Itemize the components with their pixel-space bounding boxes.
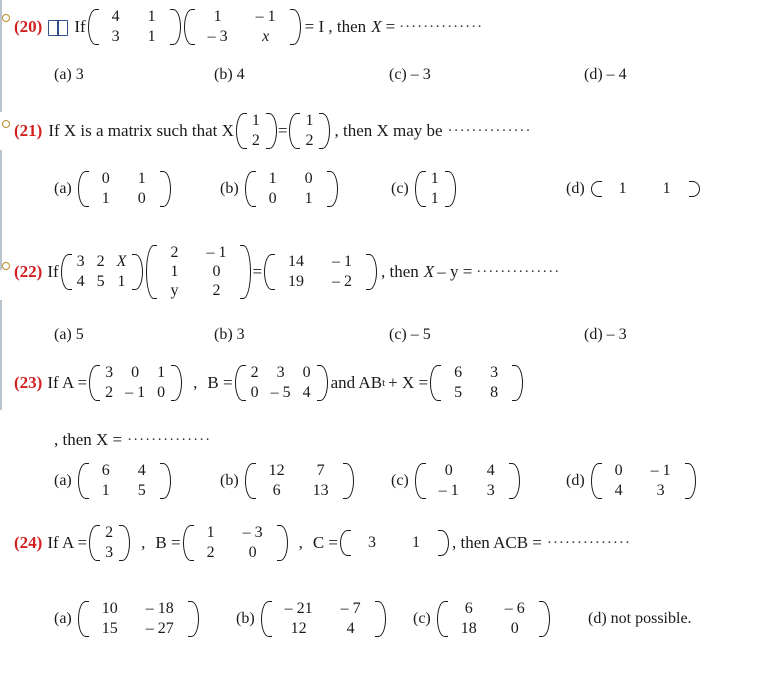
question-24-stem-b: B = [155, 533, 181, 552]
option-c[interactable] [391, 170, 566, 208]
question-22 [14, 244, 759, 300]
cell: 2 [305, 132, 314, 149]
option-a-matrix [78, 170, 170, 208]
question-23-options [54, 462, 759, 500]
cell: 0 [444, 462, 453, 479]
option-b[interactable] [214, 326, 389, 344]
cell: x [262, 28, 270, 45]
cell: – 6 [504, 600, 525, 617]
option-b[interactable] [214, 66, 389, 84]
option-label: (a) [54, 326, 72, 343]
option-b[interactable] [220, 462, 391, 500]
cell: 1 [147, 28, 156, 45]
cell: – 7 [340, 600, 361, 617]
cell: 0 [248, 544, 257, 561]
question-21-number: (21) [14, 121, 43, 140]
cell: 1 [206, 524, 215, 541]
option-a[interactable] [54, 66, 214, 84]
option-label: (c) [389, 66, 407, 83]
cell: 1 [101, 190, 110, 207]
cell: 3 [656, 482, 665, 499]
option-a[interactable] [54, 326, 214, 344]
question-23-transpose: t [382, 377, 386, 389]
question-24-options [54, 600, 759, 638]
question-23-stem-d: + X = [388, 373, 429, 392]
question-23-then-x: , then X = [54, 430, 123, 449]
cell: 1 [412, 534, 421, 551]
cell: – 3 [207, 28, 228, 45]
cell: 1 [430, 170, 439, 187]
question-20-matrix-1 [88, 8, 180, 46]
option-label: (b) [220, 472, 239, 489]
cell: 2 [250, 364, 259, 381]
cell: 15 [101, 620, 118, 637]
cell: X [116, 253, 127, 270]
cell: 0 [131, 364, 140, 381]
option-d[interactable] [584, 326, 627, 344]
question-23-stem-a: If A = [47, 373, 88, 392]
option-c[interactable] [389, 326, 584, 344]
cell: 3 [76, 253, 85, 270]
question-24-stem-a: If A = [47, 533, 88, 552]
cell: 3 [276, 364, 285, 381]
cell: 2 [251, 132, 260, 149]
question-21-stem-pre: If X is a matrix such that X [48, 121, 234, 140]
option-d[interactable] [588, 610, 692, 628]
option-label: (b) [214, 66, 233, 83]
question-23-stem-c: and AB [330, 373, 383, 392]
cell: 4 [346, 620, 355, 637]
question-22-matrix-3 [264, 253, 376, 291]
option-value: 3 [75, 66, 84, 83]
question-20-variable: X [371, 17, 382, 36]
question-24-stem-d: , then ACB = [452, 533, 542, 552]
option-d[interactable] [566, 462, 697, 500]
cell: 6 [272, 482, 281, 499]
option-c[interactable] [389, 66, 584, 84]
option-value: not possible. [610, 610, 692, 627]
cell: 4 [76, 273, 85, 290]
option-c-matrix [415, 170, 455, 208]
cell: 3 [490, 364, 499, 381]
question-23-number: (23) [14, 373, 43, 392]
cell: 0 [268, 190, 277, 207]
cell: 0 [212, 263, 221, 280]
cell: 3 [486, 482, 495, 499]
cell: 0 [101, 170, 110, 187]
question-22-number: (22) [14, 262, 43, 281]
option-a-matrix [78, 600, 198, 638]
question-24-matrix-b [183, 524, 287, 562]
cell: 1 [662, 180, 671, 197]
cell: 5 [96, 273, 105, 290]
option-b[interactable] [220, 170, 391, 208]
cell: 7 [316, 462, 325, 479]
question-24-number: (24) [14, 533, 43, 552]
question-24 [14, 524, 759, 562]
cell: 6 [101, 462, 110, 479]
question-21-options [54, 170, 759, 208]
option-label: (b) [214, 326, 233, 343]
question-22-matrix-2 [146, 244, 250, 300]
cell: 6 [454, 364, 463, 381]
option-d[interactable] [566, 180, 701, 198]
question-21-equals: = [277, 121, 288, 140]
cell: 1 [147, 8, 156, 25]
option-c[interactable] [391, 462, 566, 500]
cell: 3 [105, 364, 114, 381]
cell: 0 [157, 384, 166, 401]
question-22-blank: ·············· [476, 263, 561, 280]
cell: – 27 [145, 620, 174, 637]
cell: 1 [305, 112, 314, 129]
cell: 12 [290, 620, 307, 637]
option-value: 3 [236, 326, 245, 343]
margin-dot-3 [2, 262, 10, 270]
cell: – 2 [332, 273, 353, 290]
option-value: – 3 [606, 326, 627, 343]
option-label: (c) [391, 180, 409, 197]
cell: 5 [137, 482, 146, 499]
margin-dot-1 [2, 14, 10, 22]
question-21 [14, 112, 759, 150]
question-22-matrix-1 [61, 253, 143, 291]
option-a[interactable] [54, 170, 220, 208]
option-b[interactable] [236, 600, 413, 638]
question-24-comma-2: , [298, 533, 303, 552]
cell: 0 [137, 190, 146, 207]
cell: 18 [460, 620, 477, 637]
cell: 1 [618, 180, 627, 197]
cell: 8 [490, 384, 499, 401]
question-20-stem-pre: If [74, 17, 86, 36]
cell: 2 [105, 384, 114, 401]
option-value: – 5 [410, 326, 431, 343]
cell: 1 [157, 364, 166, 381]
cell: – 18 [145, 600, 174, 617]
cell: 1 [251, 112, 260, 129]
option-label: (d) [584, 326, 603, 343]
option-c[interactable] [413, 600, 588, 638]
cell: 19 [288, 273, 305, 290]
option-label: (a) [54, 180, 72, 197]
cell: 0 [304, 170, 313, 187]
cell: 1 [101, 482, 110, 499]
cell: 0 [302, 364, 311, 381]
question-23-stem-b: B = [207, 373, 233, 392]
cell: 0 [250, 384, 259, 401]
option-b-matrix [245, 462, 353, 500]
option-label: (a) [54, 66, 72, 83]
book-icon [48, 20, 68, 34]
question-22-stem-pre: If [47, 262, 59, 281]
cell: 10 [101, 600, 118, 617]
option-b-matrix [245, 170, 337, 208]
cell: – 3 [242, 524, 263, 541]
question-22-equals: = [252, 262, 263, 281]
question-20-equals: = [385, 17, 396, 36]
cell: – 1 [206, 244, 227, 261]
question-24-matrix-c [340, 529, 448, 557]
cell: 1 [430, 190, 439, 207]
cell: 4 [111, 8, 120, 25]
option-label: (a) [54, 472, 72, 489]
option-label: (a) [54, 610, 72, 627]
cell: 0 [510, 620, 519, 637]
option-value: 4 [236, 66, 245, 83]
cell: 4 [486, 462, 495, 479]
cell: 4 [137, 462, 146, 479]
cell: 3 [105, 544, 114, 561]
cell: 4 [614, 482, 623, 499]
option-a[interactable] [54, 462, 220, 500]
option-d-matrix [591, 462, 695, 500]
question-20-matrix-2 [184, 8, 300, 46]
question-20-stem-post: = I , then [304, 17, 367, 36]
option-label: (d) [588, 610, 607, 627]
cell: 3 [111, 28, 120, 45]
option-label: (c) [391, 472, 409, 489]
option-label: (d) [566, 472, 585, 489]
cell: 1 [304, 190, 313, 207]
option-label: (b) [236, 610, 255, 627]
cell: 12 [268, 462, 285, 479]
cell: 3 [368, 534, 377, 551]
cell: – 1 [332, 253, 353, 270]
question-23-matrix-a [89, 364, 181, 402]
option-label: (c) [413, 610, 431, 627]
cell: 4 [302, 384, 311, 401]
option-label: (c) [389, 326, 407, 343]
question-23-comma: , [193, 373, 198, 392]
option-c-matrix [437, 600, 549, 638]
question-24-comma-1: , [141, 533, 146, 552]
option-label: (d) [584, 66, 603, 83]
question-21-matrix-1 [236, 112, 276, 150]
question-23-matrix-b [235, 364, 327, 402]
question-24-stem-c: C = [312, 533, 339, 552]
question-20-number: (20) [14, 17, 43, 36]
cell: – 1 [438, 482, 459, 499]
question-22-options [54, 326, 759, 344]
cell: – 1 [650, 462, 671, 479]
cell: 5 [454, 384, 463, 401]
cell: – 1 [255, 8, 276, 25]
question-23 [14, 364, 759, 402]
option-value: – 3 [410, 66, 431, 83]
option-c-matrix [415, 462, 519, 500]
option-a[interactable] [54, 600, 236, 638]
cell: 1 [170, 263, 179, 280]
left-margin-line-mid [0, 150, 2, 270]
cell: 2 [105, 524, 114, 541]
question-24-matrix-a [89, 524, 129, 562]
option-a-matrix [78, 462, 170, 500]
cell: 1 [137, 170, 146, 187]
cell: y [170, 282, 179, 299]
cell: 2 [170, 244, 179, 261]
option-d-matrix [591, 180, 699, 198]
cell: 2 [96, 253, 105, 270]
option-value: 5 [75, 326, 84, 343]
question-24-blank: ·············· [546, 534, 631, 551]
option-b-matrix [261, 600, 385, 638]
cell: 0 [614, 462, 623, 479]
option-label: (d) [566, 180, 585, 197]
cell: 1 [117, 273, 126, 290]
cell: 1 [213, 8, 222, 25]
question-22-minus-y: – y = [437, 262, 473, 281]
question-20-options [54, 66, 759, 84]
cell: 1 [268, 170, 277, 187]
question-21-stem-post: , then X may be [334, 121, 443, 140]
option-value: – 4 [606, 66, 627, 83]
cell: – 21 [284, 600, 313, 617]
cell: 13 [312, 482, 329, 499]
cell: – 1 [125, 384, 146, 401]
option-label: (b) [220, 180, 239, 197]
question-22-variable: X [423, 262, 435, 281]
cell: 2 [206, 544, 215, 561]
cell: 6 [464, 600, 473, 617]
question-23-matrix-c [430, 364, 522, 402]
question-23-line2 [54, 430, 759, 450]
left-margin-line-bottom [0, 300, 2, 410]
cell: 2 [212, 282, 221, 299]
cell: 14 [288, 253, 305, 270]
margin-dot-2 [2, 120, 10, 128]
question-20-blank: ·············· [399, 18, 484, 35]
cell: – 5 [270, 384, 291, 401]
option-d[interactable] [584, 66, 627, 84]
question-20 [14, 8, 759, 46]
question-21-matrix-2 [289, 112, 329, 150]
question-21-blank: ·············· [447, 122, 532, 139]
question-22-stem-post: , then [381, 262, 419, 281]
question-23-blank: ·············· [127, 431, 212, 448]
